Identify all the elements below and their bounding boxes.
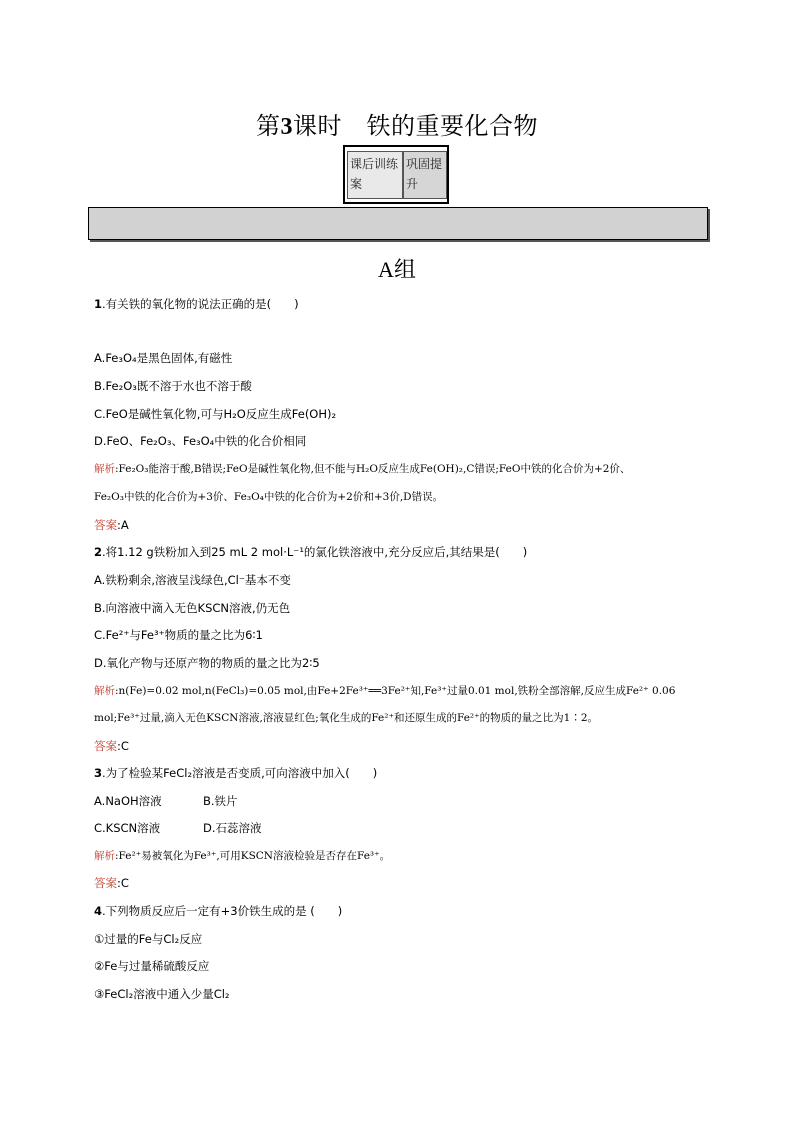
q1-option-c: C.FeO是碱性氧化物,可与H₂O反应生成Fe(OH)₂ [94, 407, 337, 421]
tag-after-class: 课后训练案 [347, 151, 403, 199]
q4-item-2: ②Fe与过量稀硫酸反应 [94, 959, 210, 973]
q4-item-1: ①过量的Fe与Cl₂反应 [94, 932, 203, 946]
q3-option-d: D.石蕊溶液 [203, 821, 262, 835]
q1-analysis-cont: Fe₂O₃中铁的化合价为+3价、Fe₃O₄中铁的化合价为+2价和+3价,D错误。 [94, 491, 444, 503]
q2-stem: 2.将1.12 g铁粉加入到25 mL 2 mol·L⁻¹的氯化铁溶液中,充分反应后,其结果是( ) [94, 545, 528, 559]
section-bar [88, 207, 708, 240]
q1-option-d: D.FeO、Fe₂O₃、Fe₃O₄中铁的化合价相同 [94, 434, 307, 448]
q4-stem: 4.下列物质反应后一定有+3价铁生成的是 ( ) [94, 904, 343, 918]
q2-answer: 答案:C [94, 739, 129, 753]
q1-option-b: B.Fe₂O₃既不溶于水也不溶于酸 [94, 379, 252, 393]
q2-option-d: D.氧化产物与还原产物的物质的量之比为2∶5 [94, 656, 320, 670]
q3-option-c: C.KSCN溶液 [94, 821, 161, 835]
q2-analysis: 解析:n(Fe)=0.02 mol,n(FeCl₃)=0.05 mol,由Fe+2Fe³⁺══3Fe²⁺知,Fe³⁺过量0.01 mol,铁粉全部溶解,反应生成Fe²⁺ 0.06 [94, 685, 676, 697]
q3-option-b: B.铁片 [203, 794, 238, 808]
q3-answer: 答案:C [94, 876, 129, 890]
q1-option-a: A.Fe₃O₄是黑色固体,有磁性 [94, 351, 233, 365]
q4-item-3: ③FeCl₂溶液中通入少量Cl₂ [94, 987, 230, 1001]
q3-options-row1 [94, 793, 238, 809]
q3-analysis: 解析:Fe²⁺易被氧化为Fe³⁺,可用KSCN溶液检验是否存在Fe³⁺。 [94, 850, 391, 862]
q3-options-row2 [94, 820, 262, 836]
page-title: 第3课时 铁的重要化合物 [256, 112, 538, 140]
q1-answer: 答案:A [94, 518, 129, 532]
q1-stem: 1.有关铁的氧化物的说法正确的是( ) [94, 297, 299, 311]
q3-stem: 3.为了检验某FeCl₂溶液是否变质,可向溶液中加入( ) [94, 766, 378, 780]
q2-option-b: B.向溶液中滴入无色KSCN溶液,仍无色 [94, 601, 291, 615]
q2-option-a: A.铁粉剩余,溶液呈浅绿色,Cl⁻基本不变 [94, 573, 291, 587]
tag-consolidate: 巩固提升 [403, 151, 447, 199]
q1-analysis: 解析:Fe₂O₃能溶于酸,B错误;FeO是碱性氧化物,但不能与H₂O反应生成Fe(OH)₂,C错误;FeO中铁的化合价为+2价、 [94, 463, 631, 475]
q2-option-c: C.Fe²⁺与Fe³⁺物质的量之比为6∶1 [94, 628, 263, 642]
q2-analysis-cont: mol;Fe³⁺过量,滴入无色KSCN溶液,溶液显红色;氧化生成的Fe²⁺和还原生成的Fe²⁺的物质的量之比为1∶2。 [94, 712, 599, 724]
group-heading: A组 [378, 257, 416, 283]
q3-option-a: A.NaOH溶液 [94, 794, 162, 808]
section-tag [343, 145, 449, 204]
